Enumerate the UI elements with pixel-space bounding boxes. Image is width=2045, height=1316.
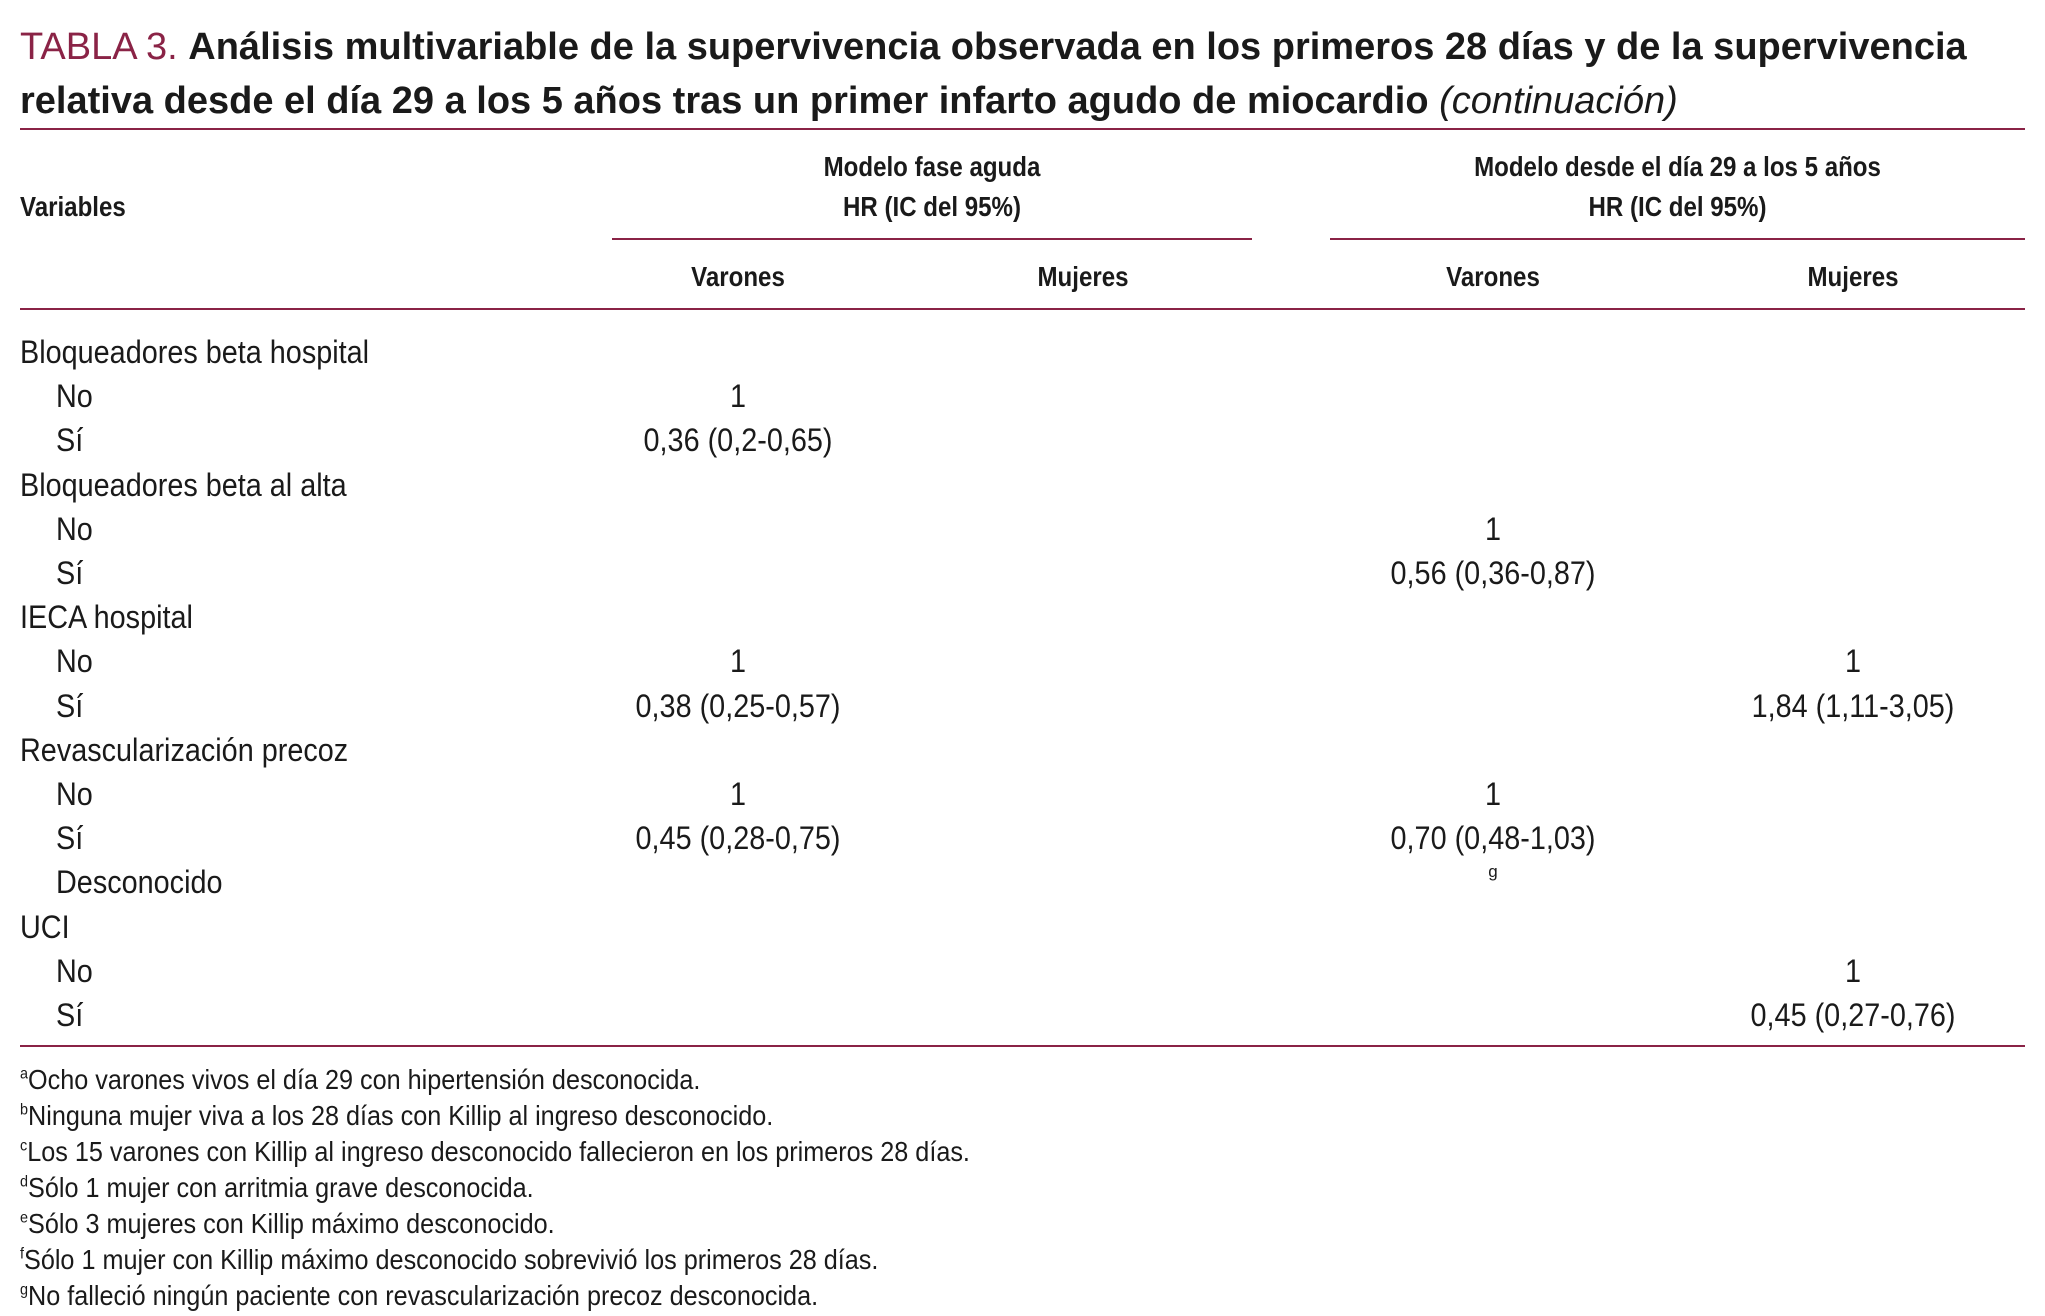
footnote-mark: a: [20, 1065, 29, 1083]
group1-rule: [612, 238, 1252, 240]
row-variable: Revascularización precoz: [20, 731, 349, 768]
footnote-mark: e: [20, 1209, 29, 1227]
row-variable: Bloqueadores beta hospital: [20, 334, 370, 370]
cell-v2: 0,56 (0,36-0,87): [1390, 555, 1596, 591]
cell-v2: 1: [1484, 510, 1502, 547]
header-varones-2: Varones: [1446, 261, 1540, 292]
group2-rule: [1330, 238, 2025, 240]
footnote-text: Ninguna mujer viva a los 28 días con Killip al ingreso desconocido.: [28, 1100, 774, 1131]
footnote-g: [20, 1278, 818, 1314]
footnote-b: [20, 1098, 773, 1134]
row-sublabel: No: [56, 510, 93, 547]
header-group2-line1: Modelo desde el día 29 a los 5 años: [1474, 151, 1881, 182]
bottom-rule: [20, 1045, 2025, 1047]
footnote-text: Sólo 1 mujer con arritmia grave desconocida.: [28, 1172, 534, 1203]
footnote-mark: d: [20, 1173, 29, 1191]
row-variable: UCI: [20, 908, 70, 945]
row-sublabel: Desconocido: [56, 864, 223, 901]
cell-v1: 1: [729, 378, 747, 415]
row-sublabel: Sí: [56, 820, 84, 857]
footnote-text: Los 15 varones con Killip al ingreso desconocido fallecieron en los primeros 28 días.: [27, 1136, 970, 1167]
row-sublabel: Sí: [56, 555, 84, 591]
footnote-f: [20, 1242, 878, 1278]
row-sublabel: No: [56, 643, 93, 680]
cell-m2: 1,84 (1,11-3,05): [1751, 687, 1955, 724]
header-variables: Variables: [20, 191, 126, 222]
footnote-mark: c: [20, 1137, 28, 1155]
footnote-text: Sólo 3 mujeres con Killip máximo desconocido.: [28, 1208, 555, 1239]
row-variable: IECA hospital: [20, 599, 193, 636]
table-continuation: (continuación): [1439, 80, 1678, 122]
cell-v2: 1: [1484, 776, 1502, 812]
header-group2-line2: HR (IC del 95%): [1588, 191, 1767, 222]
header-group1-line1: Modelo fase aguda: [823, 151, 1041, 182]
row-sublabel: Sí: [56, 997, 84, 1033]
footnote-mark: g: [20, 1281, 29, 1299]
top-rule: [20, 128, 2025, 130]
cell-v1: 0,45 (0,28-0,75): [635, 820, 841, 857]
cell-v1: 0,38 (0,25-0,57): [635, 687, 841, 724]
table-caption: Análisis multivariable de la supervivencia observada en los primeros 28 días y de la supervivencia relativa desde el día 29 a los 5 años tras un primer infarto agudo de miocardio: [20, 26, 1967, 122]
cell-v1: 1: [729, 643, 747, 680]
row-sublabel: No: [56, 952, 93, 989]
header-varones-1: Varones: [691, 261, 785, 292]
header-bottom-rule: [20, 308, 2025, 310]
header-mujeres-1: Mujeres: [1037, 261, 1129, 292]
footnote-a: [20, 1062, 700, 1098]
row-sublabel: Sí: [56, 422, 84, 459]
footnote-mark: b: [20, 1101, 29, 1119]
footnote-c: [20, 1134, 970, 1170]
cell-m2: 0,45 (0,27-0,76): [1750, 997, 1956, 1033]
table-label: TABLA 3.: [20, 26, 178, 68]
cell-v1: 0,36 (0,2-0,65): [643, 422, 833, 459]
row-sublabel: No: [56, 378, 93, 415]
footnote-text: Ocho varones vivos el día 29 con hipertensión desconocida.: [28, 1064, 701, 1095]
cell-footnote-mark: g: [1488, 862, 1498, 882]
cell-v1: 1: [729, 776, 747, 812]
row-sublabel: Sí: [56, 687, 84, 724]
header-group1-line2: HR (IC del 95%): [843, 191, 1021, 222]
table-title: [20, 20, 2020, 128]
row-variable: Bloqueadores beta al alta: [20, 466, 347, 503]
cell-m2: 1: [1844, 952, 1862, 989]
footnote-mark: f: [20, 1245, 25, 1263]
footnote-e: [20, 1206, 555, 1242]
cell-m2: 1: [1844, 643, 1862, 680]
footnote-d: [20, 1170, 534, 1206]
footnote-text: No falleció ningún paciente con revascularización precoz desconocida.: [28, 1280, 819, 1311]
cell-v2: 0,70 (0,48-1,03): [1390, 820, 1596, 857]
header-mujeres-2: Mujeres: [1807, 261, 1899, 292]
row-sublabel: No: [56, 776, 93, 812]
footnote-text: Sólo 1 mujer con Killip máximo desconocido sobrevivió los primeros 28 días.: [24, 1244, 879, 1275]
